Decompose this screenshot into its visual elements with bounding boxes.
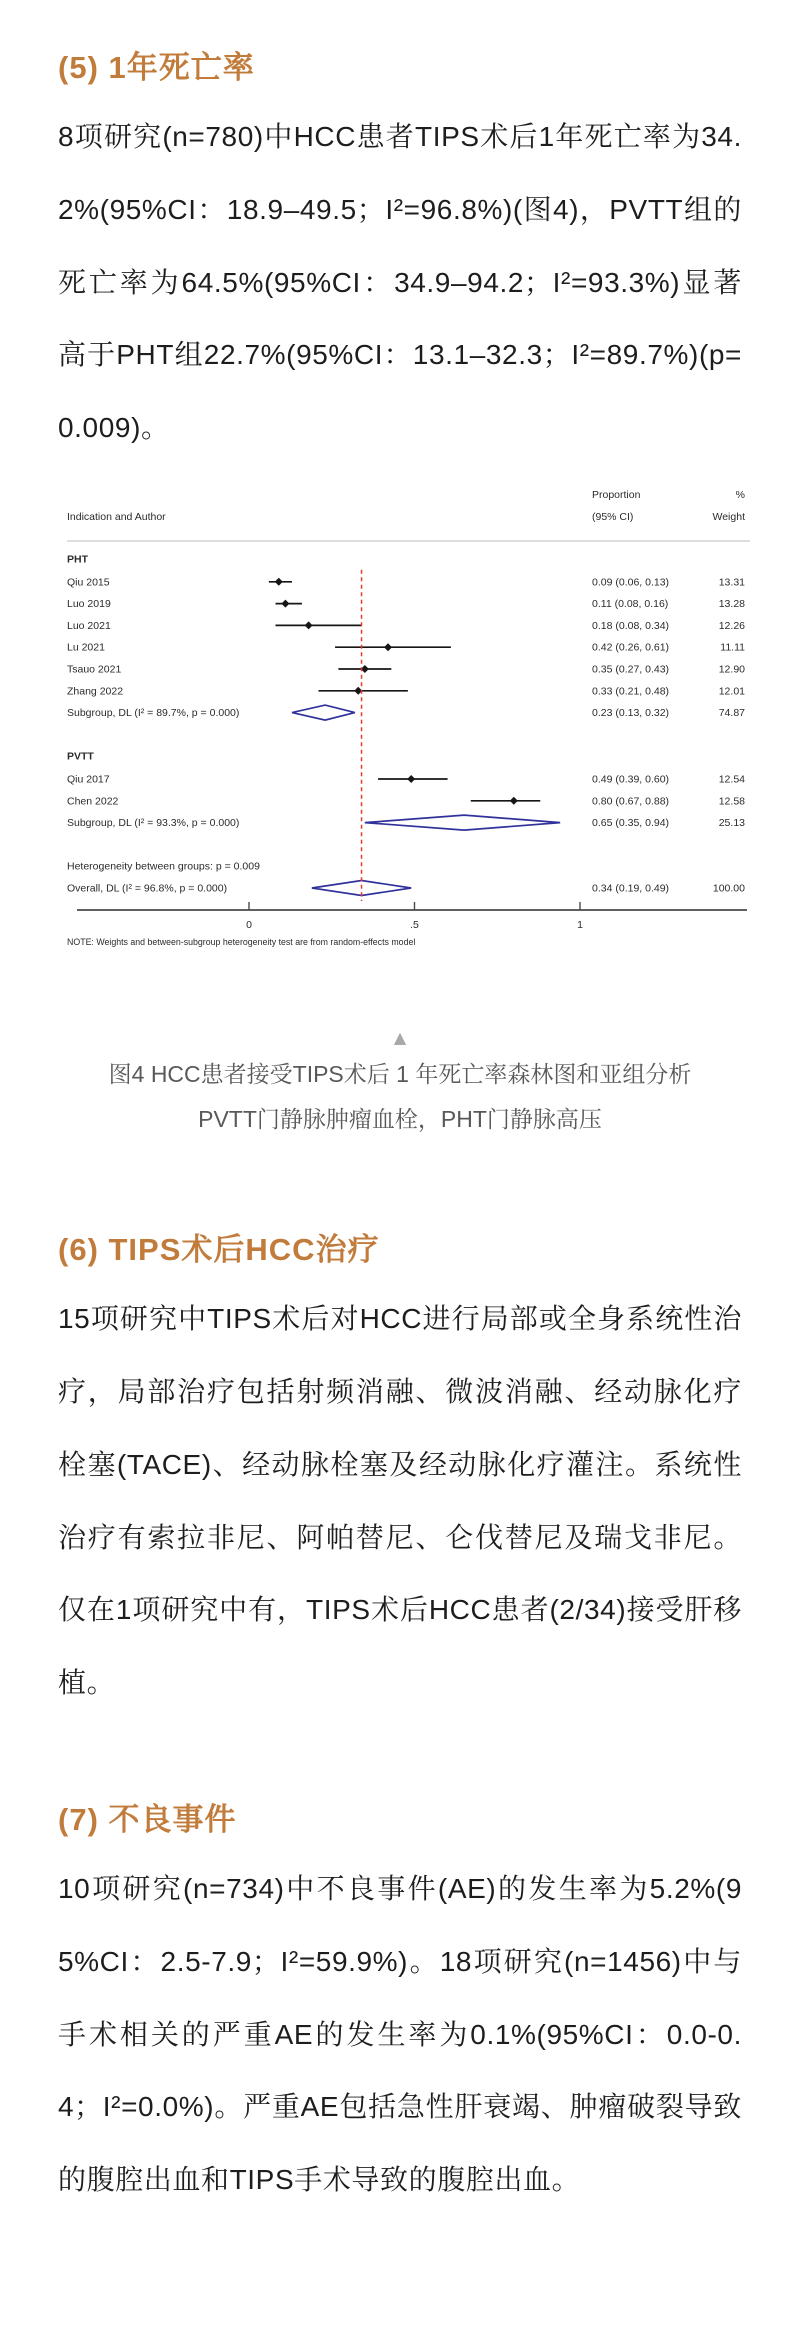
forest-ci-text: 0.33 (0.21, 0.48) [592,685,670,698]
forest-weight-text: 12.54 [718,773,745,786]
forest-point-marker [275,578,283,586]
forest-ci-text: 0.18 (0.08, 0.34) [592,619,670,632]
forest-x-tick-label: 0 [246,918,252,931]
forest-point-marker [305,621,313,629]
section-7-heading: (7) 不良事件 [58,1802,237,1838]
forest-col-ci: (95% CI) [592,510,634,523]
section-6-paragraph: 15项研究中TIPS术后对HCC进行局部或全身系统性治疗，局部治疗包括射频消融、微波消融、经动脉化疗栓塞(TACE)、经动脉栓塞及经动脉化疗灌注。系统性治疗有索拉非尼、阿帕替尼、仑伐替尼及瑞戈非尼。仅在1项研究中有，TIPS术后HCC患者(2/34)接受肝移植。 [58,1303,742,1699]
forest-col-weight: Weight [712,510,745,523]
forest-ci-text: 0.09 (0.06, 0.13) [592,576,670,589]
forest-study-label: Tsauo 2021 [67,663,122,676]
forest-weight-text: 11.11 [720,641,745,654]
forest-ci-text: 0.42 (0.26, 0.61) [592,641,670,654]
forest-ci-text: 0.80 (0.67, 0.88) [592,795,670,808]
forest-study-label: Lu 2021 [67,641,105,654]
forest-group-label: PHT [67,553,88,566]
forest-ci-text: 0.65 (0.35, 0.94) [592,817,670,830]
forest-study-label: Zhang 2022 [67,685,124,698]
section-6-heading: (6) TIPS术后HCC治疗 [58,1232,380,1268]
forest-plot-svg [55,479,755,959]
forest-heterogeneity-text: Heterogeneity between groups: p = 0.009 [67,860,260,873]
forest-diamond [292,705,355,720]
forest-weight-text: 25.13 [718,817,745,830]
forest-study-label: Luo 2021 [67,619,111,632]
forest-study-label: Luo 2019 [67,598,111,611]
forest-point-marker [384,643,392,651]
forest-weight-text: 12.58 [718,795,745,808]
section-5-paragraph: 8项研究(n=780)中HCC患者TIPS术后1年死亡率为34.2%(95%CI：18.9–49.5；I²=96.8%)(图4)，PVTT组的死亡率为64.5%(95%CI：34.9–94.2；I²=93.3%)显著高于PHT组22.7%(95%CI：13.1–32.3；I²=89.7%)(p=0.009)。 [58,121,742,444]
forest-point-marker [407,775,415,783]
section-5-heading: (5) 1年死亡率 [58,50,255,85]
forest-note-text: NOTE: Weights and between-subgroup heterogeneity test are from random-effects model [67,936,416,947]
forest-ci-text: 0.34 (0.19, 0.49) [592,882,670,895]
forest-study-label: Qiu 2017 [67,773,110,786]
collapse-triangle-icon: ▲ [389,1026,411,1050]
forest-weight-text: 12.90 [718,663,745,676]
forest-weight-text: 12.01 [718,685,745,698]
forest-ci-text: 0.23 (0.13, 0.32) [592,707,670,720]
forest-col-proportion: Proportion [592,488,641,501]
forest-study-label: Qiu 2015 [67,576,110,589]
forest-pooled-label: Subgroup, DL (I² = 89.7%, p = 0.000) [67,707,240,720]
forest-group-label: PVTT [67,750,94,763]
forest-ci-text: 0.49 (0.39, 0.60) [592,773,670,786]
forest-pooled-label: Subgroup, DL (I² = 93.3%, p = 0.000) [67,817,240,830]
forest-point-marker [510,797,518,805]
section-7-paragraph: 10项研究(n=734)中不良事件(AE)的发生率为5.2%(95%CI：2.5-7.9；I²=59.9%)。18项研究(n=1456)中与手术相关的严重AE的发生率为0.1%(95%CI：0.0-0.4；I²=0.0%)。严重AE包括急性肝衰竭、肿瘤破裂导致的腹腔出血和TIPS手术导致的腹腔出血。 [58,1873,742,2196]
forest-diamond [365,815,560,830]
forest-ci-text: 0.11 (0.08, 0.16) [592,598,669,611]
forest-weight-text: 12.26 [718,619,745,632]
forest-col-percent: % [735,488,745,501]
figure-caption-line2: PVTT门静脉肿瘤血栓，PHT门静脉高压 [198,1105,602,1132]
forest-x-tick-label: 1 [577,918,583,931]
forest-weight-text: 100.00 [712,882,745,895]
figure-caption-line1: 图4 HCC患者接受TIPS术后 1 年死亡率森林图和亚组分析 [108,1060,692,1087]
forest-study-label: Chen 2022 [67,795,119,808]
forest-x-tick-label: .5 [410,918,419,931]
forest-ci-text: 0.35 (0.27, 0.43) [592,663,670,676]
forest-point-marker [281,600,289,608]
forest-col-author: Indication and Author [67,510,166,523]
forest-weight-text: 13.28 [718,598,745,611]
forest-weight-text: 74.87 [718,707,745,720]
figure-4-forest-plot[interactable] [55,479,755,964]
forest-pooled-label: Overall, DL (I² = 96.8%, p = 0.000) [67,882,228,895]
forest-weight-text: 13.31 [718,576,745,589]
